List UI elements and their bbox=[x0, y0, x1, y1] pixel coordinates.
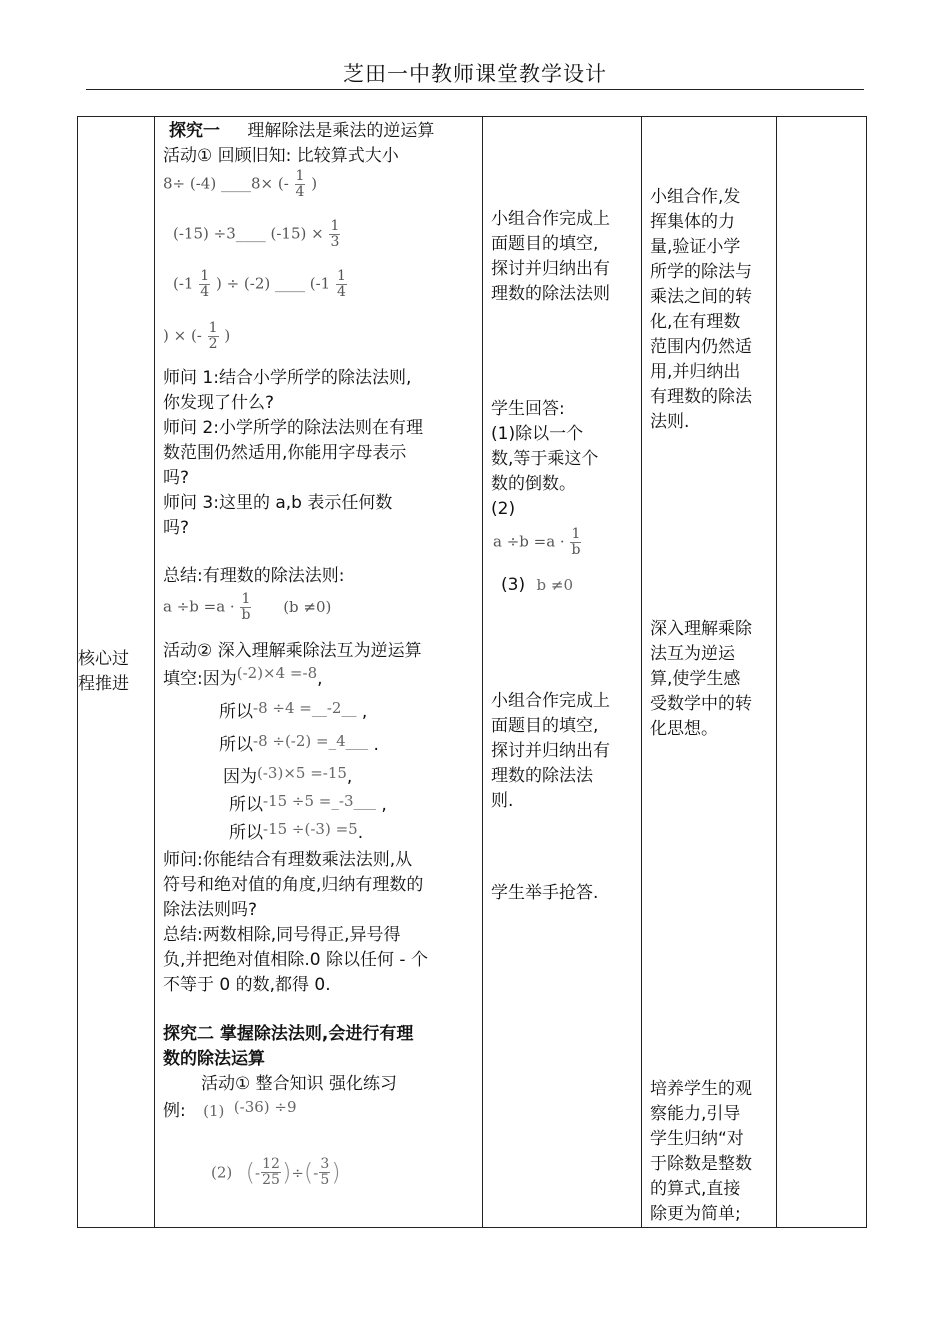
i2-line: 法互为逆运 bbox=[650, 644, 735, 664]
compare-expr-4: ) × (- bbox=[163, 326, 202, 345]
equation-3: -8 ÷(-2) =_4___ bbox=[253, 732, 369, 750]
teacher-activity-cell: 探究一 理解除法是乘法的逆运算 活动① 回顾旧知: 比较算式大小 8÷ (-4) ____8× (- $\frac{1}{4}$ ) (-15) ÷3____ (-15) × $\frac{1}{3}$ (-1 $\frac{1}{4}$ ) ÷ (-2) ____ (-1 $\frac{1}{4}$ ) × (- $\frac{1}{2}$ ) 师问 1:结合小学所学的除法法则, 你发现了什么? 师问 2:小学所学的除法法则在有理 数范围仍然适用,你能用字母表示 吗? 师问 3:这里的 a,b 表示任何数 吗? 总结:有理数的除法法则: a ÷b =a · $\frac{1}{b}$ (b ≠0) 活动② 深入理解乘除法互为逆运算 填空:因为(-2)×4 =-8, 所以-8 ÷4 =__-2__ , 所以-8 ÷(-2) =_4___ . 因为(-3)×5 =-15, 所以-15 ÷5 =_-3___ , 所以-15 ÷(-3) =5. 师问:你能结合有理数乘法法则,从 符号和绝对值的角度,归纳有理数的 除法法则吗? 总结:两数相除,同号得正,异号得 负,并把绝对值相除.0 除以任何 - 个 不等于 0 的数,都得 0. 探究二 掌握除法法则,会进行有理 数的除法运算 活动① 整合知识 强化练习 例: (1) (-36) ÷9 (2) (- $\frac{12}{25}$ )÷(- $\frac{3}{5}$ ) bbox=[155, 117, 483, 1228]
intent-block-1 bbox=[650, 185, 770, 435]
question-4-line-3: 除法法则吗? bbox=[163, 900, 258, 920]
example-1-number: (1) bbox=[203, 1102, 225, 1120]
student-fraction-1-b: $\frac{1}{b}$ bbox=[571, 526, 581, 558]
question-2-line-1: 师问 2:小学所学的除法法则在有理 bbox=[163, 418, 423, 438]
summary-1: 总结:有理数的除法法则: bbox=[163, 566, 345, 586]
i1-line: 化,在有理数 bbox=[650, 312, 741, 332]
so-label-1: 所以 bbox=[219, 702, 253, 722]
s3-line: 则. bbox=[491, 791, 514, 811]
question-4-line-2: 符号和绝对值的角度,归纳有理数的 bbox=[163, 875, 424, 895]
compare-expr-2: (-15) ÷3____ (-15) × bbox=[173, 224, 324, 243]
fraction-1-4-b: $\frac{1}{4}$ bbox=[200, 268, 210, 300]
i1-line: 挥集体的力 bbox=[650, 212, 735, 232]
division-rule-formula: a ÷b =a · bbox=[163, 597, 235, 616]
activity-2-title: 活动② 深入理解乘除法互为逆运算 bbox=[163, 641, 422, 661]
i2-line: 受数学中的转 bbox=[650, 694, 752, 714]
i1-line: 小组合作,发 bbox=[650, 187, 741, 207]
compare-expr-1: 8÷ (-4) ____8× (- bbox=[163, 174, 289, 193]
so-label-3: 所以 bbox=[229, 795, 263, 815]
s3-line: 面题目的填空, bbox=[491, 716, 599, 736]
fraction-1-3: $\frac{1}{3}$ bbox=[330, 218, 340, 250]
header-divider bbox=[86, 89, 864, 90]
question-3-line-2: 吗? bbox=[163, 518, 190, 538]
design-intent-cell bbox=[642, 117, 777, 1228]
because-label: 因为 bbox=[223, 767, 257, 787]
i2-line: 深入理解乘除 bbox=[650, 619, 752, 639]
s2-line: (1)除以一个 bbox=[491, 424, 584, 444]
s3-line: 探讨并归纳出有 bbox=[491, 741, 610, 761]
i2-line: 化思想。 bbox=[650, 719, 718, 739]
activity-3-title: 活动① 整合知识 强化练习 bbox=[201, 1074, 398, 1094]
document-title: 芝田一中教师课堂教学设计 bbox=[343, 62, 607, 86]
s2-line: 数,等于乘这个 bbox=[491, 449, 599, 469]
compare-expr-3a: (-1 bbox=[173, 274, 194, 293]
question-2-line-3: 吗? bbox=[163, 468, 190, 488]
equation-1: (-2)×4 =-8 bbox=[236, 664, 318, 682]
notes-cell bbox=[777, 117, 867, 1228]
i1-line: 用,并归纳出 bbox=[650, 362, 741, 382]
equation-6: -15 ÷(-3) =5 bbox=[263, 820, 358, 838]
explore1-topic: 理解除法是乘法的逆运算 bbox=[247, 121, 435, 141]
i1-line: 法则. bbox=[650, 412, 690, 432]
student-block-4: 学生举手抢答. bbox=[491, 883, 599, 903]
example-label: 例: bbox=[163, 1101, 186, 1121]
lesson-design-table bbox=[77, 116, 867, 1228]
fraction-1-4-c: $\frac{1}{4}$ bbox=[337, 268, 346, 300]
i3-line: 察能力,引导 bbox=[650, 1104, 741, 1124]
s2-line: (2) bbox=[491, 499, 516, 519]
fraction-1-2: $\frac{1}{2}$ bbox=[208, 320, 218, 352]
fraction-1-b: $\frac{1}{b}$ bbox=[241, 591, 251, 623]
explore2-line-2: 数的除法运算 bbox=[163, 1049, 265, 1069]
summary-2-line-3: 不等于 0 的数,都得 0. bbox=[163, 975, 331, 995]
s1-line: 面题目的填空, bbox=[491, 234, 599, 254]
equation-2: -8 ÷4 =__-2__ bbox=[253, 699, 357, 717]
student-block-2 bbox=[491, 397, 635, 522]
explore2-line-1: 探究二 掌握除法法则,会进行有理 bbox=[163, 1024, 414, 1044]
question-2-line-2: 数范围仍然适用,你能用字母表示 bbox=[163, 443, 407, 463]
student-activity-cell bbox=[483, 117, 642, 1228]
student-formula: a ÷b =a · bbox=[493, 532, 565, 551]
stage-label: 核心过程推进 bbox=[78, 649, 129, 694]
s1-line: 探讨并归纳出有 bbox=[491, 259, 610, 279]
division-rule-condition: (b ≠0) bbox=[283, 597, 332, 616]
i3-line: 于除数是整数 bbox=[650, 1154, 752, 1174]
student-item-3: (3) bbox=[501, 575, 526, 595]
student-block-1 bbox=[491, 207, 635, 307]
s3-line: 理数的除法法 bbox=[491, 766, 593, 786]
student-block-3 bbox=[491, 689, 635, 814]
summary-2-line-1: 总结:两数相除,同号得正,异号得 bbox=[163, 925, 401, 945]
i1-line: 乘法之间的转 bbox=[650, 287, 752, 307]
i1-line: 范围内仍然适 bbox=[650, 337, 752, 357]
s3-line: 小组合作完成上 bbox=[491, 691, 610, 711]
equation-4: (-3)×5 =-15 bbox=[257, 764, 347, 782]
i3-line: 学生归纳“对 bbox=[650, 1129, 744, 1149]
student-condition: b ≠0 bbox=[536, 576, 573, 594]
summary-2-line-2: 负,并把绝对值相除.0 除以任何 - 个 bbox=[163, 950, 428, 970]
question-1-line-2: 你发现了什么? bbox=[163, 393, 275, 413]
so-label-4: 所以 bbox=[229, 823, 263, 843]
question-3-line-1: 师问 3:这里的 a,b 表示任何数 bbox=[163, 493, 393, 513]
example-2-expression: (- $\frac{12}{25}$ )÷(- $\frac{3}{5}$ ) bbox=[245, 1156, 341, 1188]
fraction-1-4: $\frac{1}{4}$ bbox=[295, 168, 305, 200]
i3-line: 培养学生的观 bbox=[650, 1079, 752, 1099]
s2-line: 学生回答: bbox=[491, 399, 565, 419]
i1-line: 量,验证小学 bbox=[650, 237, 741, 257]
s2-line: 数的倒数。 bbox=[491, 474, 576, 494]
fill-label: 填空:因为 bbox=[163, 669, 237, 689]
i3-line: 除更为简单; bbox=[650, 1204, 741, 1224]
stage-cell bbox=[78, 117, 155, 1228]
so-label-2: 所以 bbox=[219, 735, 253, 755]
intent-block-3 bbox=[650, 1077, 770, 1227]
intent-block-2 bbox=[650, 617, 770, 742]
s1-line: 小组合作完成上 bbox=[491, 209, 610, 229]
example-1-expression: (-36) ÷9 bbox=[233, 1098, 297, 1116]
i1-line: 有理数的除法 bbox=[650, 387, 752, 407]
question-4-line-1: 师问:你能结合有理数乘法法则,从 bbox=[163, 850, 413, 870]
i2-line: 算,使学生感 bbox=[650, 669, 741, 689]
i3-line: 的算式,直接 bbox=[650, 1179, 741, 1199]
equation-5: -15 ÷5 =_-3___ bbox=[263, 792, 376, 810]
i1-line: 所学的除法与 bbox=[650, 262, 752, 282]
activity-1-title: 活动① 回顾旧知: 比较算式大小 bbox=[163, 146, 399, 166]
compare-expr-3b: ) ÷ (-2) ____ (-1 bbox=[215, 274, 331, 293]
example-2-number: (2) bbox=[211, 1163, 233, 1182]
explore1-title: 探究一 bbox=[169, 121, 220, 141]
question-1-line-1: 师问 1:结合小学所学的除法法则, bbox=[163, 368, 412, 388]
s1-line: 理数的除法法则 bbox=[491, 284, 610, 304]
